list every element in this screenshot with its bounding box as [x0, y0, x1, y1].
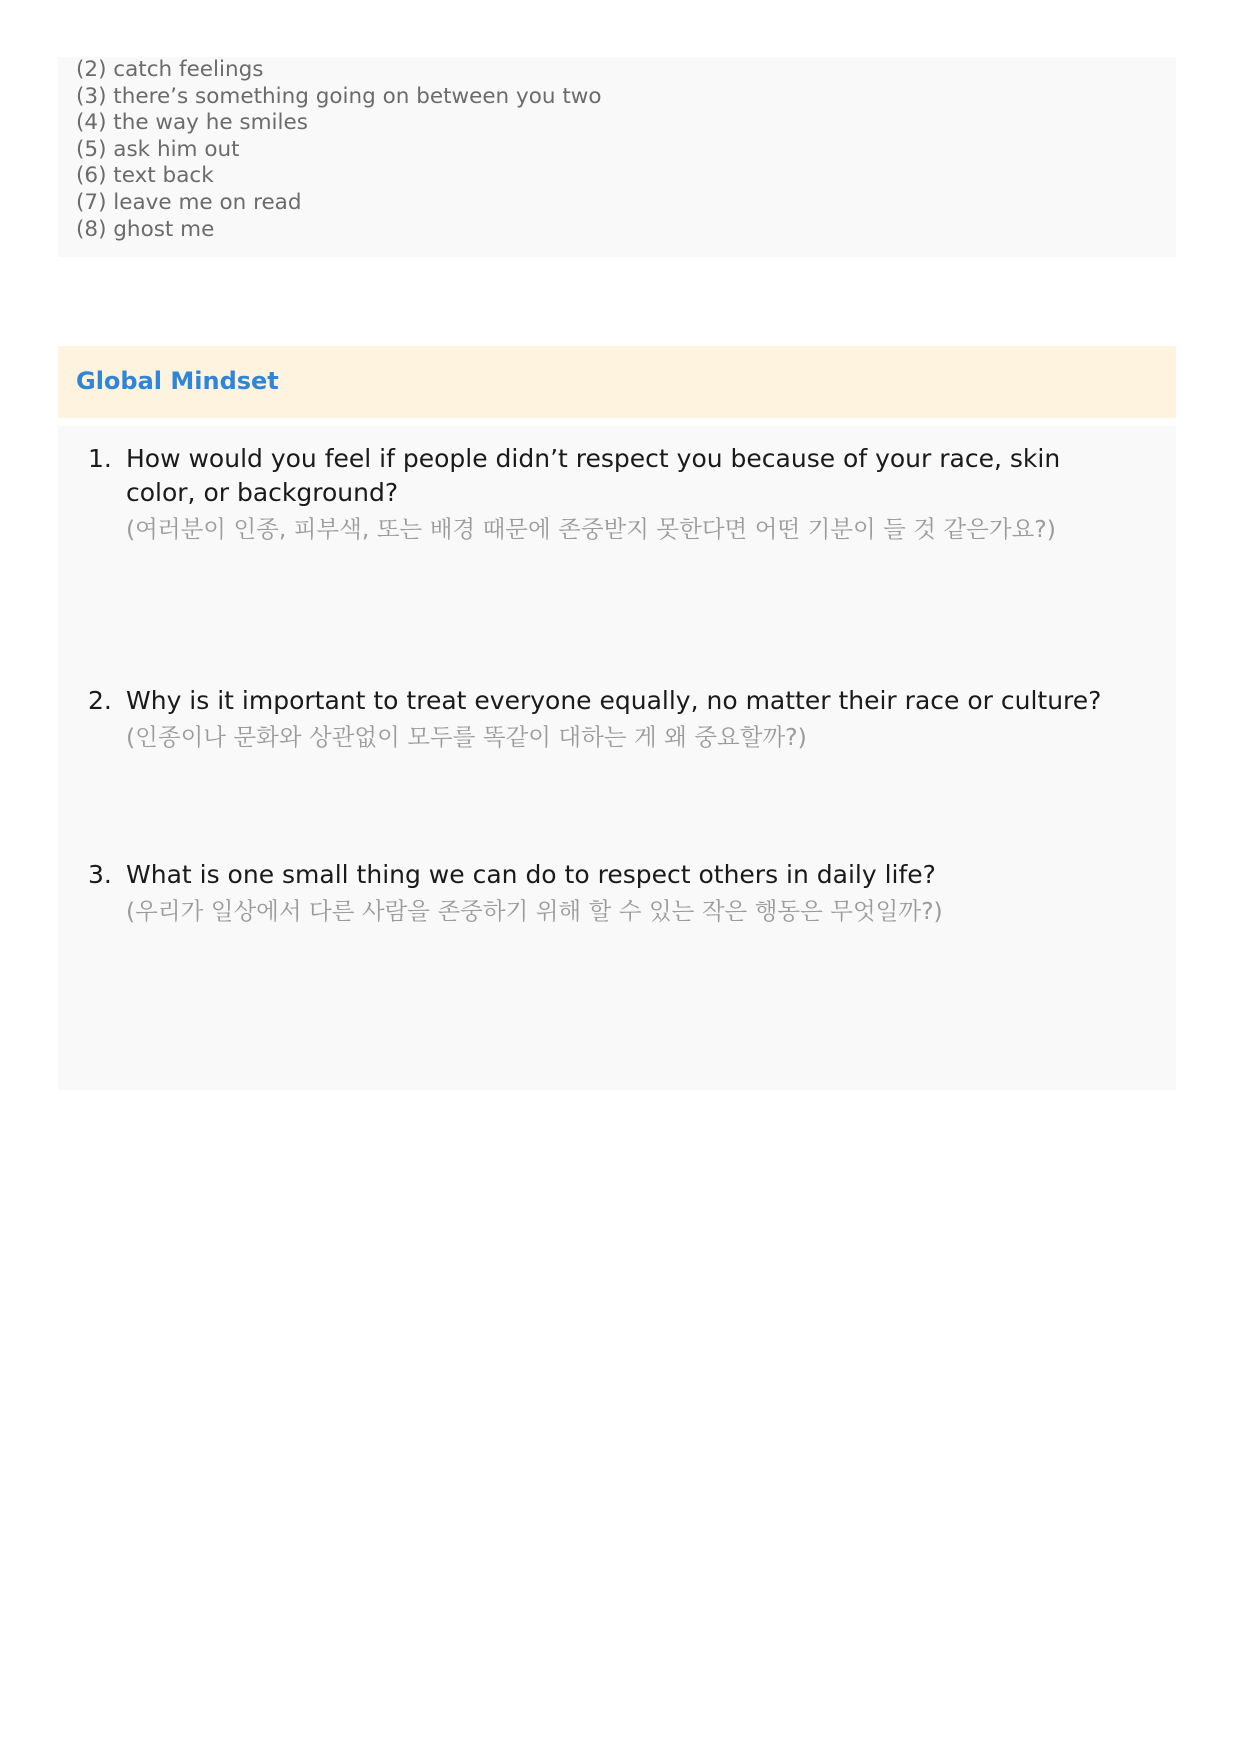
question-english: Why is it important to treat everyone equally, no matter their race or culture?	[126, 686, 1102, 715]
section-header	[58, 346, 1176, 418]
question-korean: (여러분이 인종, 피부색, 또는 배경 때문에 존중받지 못한다면 어떤 기분이 들 것 같은가요?)	[126, 515, 1056, 543]
vocabulary-item: (5) ask him out	[76, 136, 240, 162]
question-english: How would you feel if people didn’t respect you because of your race, skin color, or background?	[126, 444, 1061, 507]
vocabulary-item: (4) the way he smiles	[76, 110, 308, 136]
question-number: 1.	[88, 444, 112, 473]
section-title: Global Mindset	[76, 367, 279, 395]
question-number: 2.	[88, 686, 112, 715]
question-item	[88, 684, 1138, 754]
vocabulary-item: (6) text back	[76, 163, 214, 189]
vocabulary-item: (8) ghost me	[76, 216, 215, 242]
question-number: 3.	[88, 860, 112, 889]
question-item	[88, 858, 1138, 928]
vocabulary-item: (7) leave me on read	[76, 189, 302, 215]
questions-box	[58, 426, 1176, 1090]
question-item	[88, 442, 1138, 546]
vocabulary-list	[76, 57, 602, 243]
question-korean: (우리가 일상에서 다른 사람을 존중하기 위해 할 수 있는 작은 행동은 무엇일까?)	[126, 897, 943, 925]
question-english: What is one small thing we can do to respect others in daily life?	[126, 860, 936, 889]
vocabulary-item: (2) catch feelings	[76, 57, 264, 82]
vocabulary-box	[58, 57, 1176, 257]
question-korean: (인종이나 문화와 상관없이 모두를 똑같이 대하는 게 왜 중요할까?)	[126, 723, 807, 751]
vocabulary-item: (3) there’s something going on between you two	[76, 83, 602, 109]
